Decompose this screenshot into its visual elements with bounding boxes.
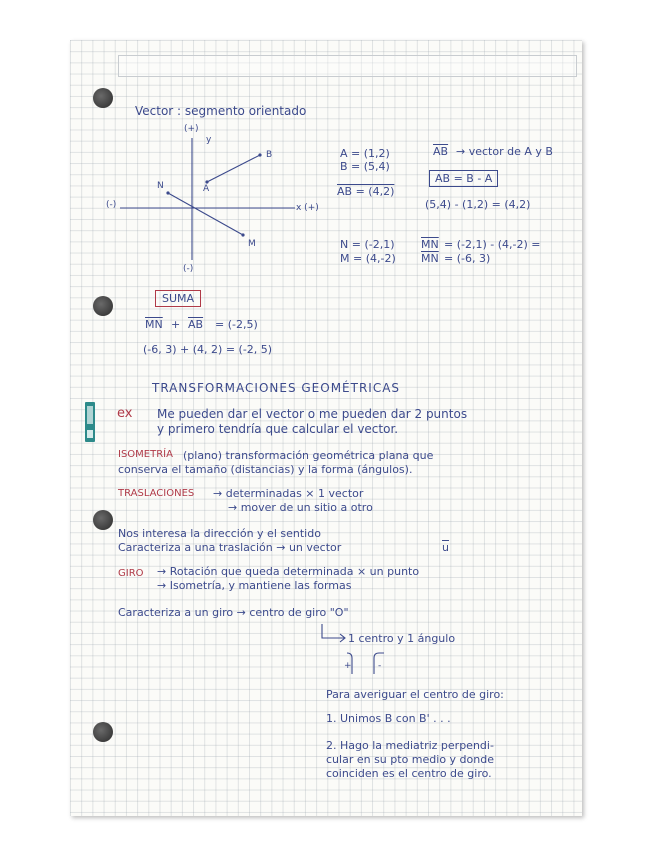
caracteriza-traslacion-line: Caracteriza a una traslación → un vector <box>118 541 342 554</box>
isometria-line-1: (plano) transformación geométrica plana que <box>183 449 434 462</box>
mn-calc-2: = (-6, 3) <box>444 252 491 265</box>
def-ab-lhs: $\overline{AB}$ <box>433 145 449 158</box>
step-2-line-2: cular en su pto medio y donde <box>326 753 494 766</box>
eq-point-a: A = (1,2) <box>340 147 390 160</box>
label-n: N <box>157 181 164 191</box>
caracteriza-giro-line: Caracteriza a un giro → centro de giro "O" <box>118 606 349 619</box>
mn-calc-1: = (-2,1) - (4,-2) = <box>444 238 541 251</box>
mn-lhs: $\overline{MN}$ <box>421 238 439 251</box>
def-ab-rhs: → vector de A y B <box>456 145 553 158</box>
suma-label: SUMA <box>155 290 201 307</box>
transform-title: TRANSFORMACIONES GEOMÉTRICAS <box>152 381 401 395</box>
axis-x-negative: (-) <box>106 200 117 210</box>
step-2-line-3: coinciden es el centro de giro. <box>326 767 492 780</box>
point-b <box>258 153 261 156</box>
rotation-minus: - <box>378 661 382 671</box>
point-n <box>166 191 169 194</box>
traslaciones-line-2: → mover de un sitio a otro <box>228 501 373 514</box>
axis-y-positive: (+) <box>184 124 199 134</box>
label-a: A <box>203 184 210 194</box>
step-2-line-1: 2. Hago la mediatriz perpendi- <box>326 739 494 752</box>
axis-y-negative: (-) <box>183 264 194 274</box>
traslaciones-line-1: → determinadas × 1 vector <box>213 487 364 500</box>
eq-point-n: N = (-2,1) <box>340 238 395 251</box>
binder-hole <box>93 510 113 530</box>
page-tab <box>85 402 95 442</box>
binder-hole <box>93 296 113 316</box>
eq-vector-ab: AB = (4,2) <box>337 185 395 198</box>
page-header-box <box>118 55 577 77</box>
rotation-plus: + <box>344 661 352 671</box>
traslaciones-term: TRASLACIONES <box>118 488 195 499</box>
branch-arrow <box>318 622 348 644</box>
label-b: B <box>266 150 273 160</box>
isometria-term: ISOMETRÍA <box>118 449 173 460</box>
suma-vector-ab: $\overline{AB}$ <box>188 318 204 331</box>
binder-hole <box>93 88 113 108</box>
axis-x-positive: x (+) <box>296 203 319 213</box>
ex-label: ex <box>117 406 133 421</box>
ex-line-1: Me pueden dar el vector o me pueden dar 2 puntos <box>157 407 468 421</box>
rule-ab-box: AB = B - A <box>429 170 498 187</box>
axis-y-label: y <box>206 135 212 145</box>
ex-line-2: y primero tendría que calcular el vector. <box>157 422 399 436</box>
step-1: 1. Unimos B con B' . . . <box>326 712 451 725</box>
segment-ab <box>207 155 260 182</box>
eq-point-m: M = (4,-2) <box>340 252 396 265</box>
suma-calc: (-6, 3) + (4, 2) = (-2, 5) <box>143 343 273 356</box>
averiguar-centro: Para averiguar el centro de giro: <box>326 688 504 701</box>
suma-result: = (-2,5) <box>215 318 258 331</box>
point-m <box>241 233 244 236</box>
centro-angulo: 1 centro y 1 ángulo <box>348 632 456 645</box>
giro-line-1: → Rotación que queda determinada × un punto <box>157 565 420 578</box>
binder-hole <box>93 722 113 742</box>
giro-term: GIRO <box>118 568 144 579</box>
giro-line-2: → Isometría, y mantiene las formas <box>157 579 352 592</box>
isometria-line-2: conserva el tamaño (distancias) y la forma (ángulos). <box>118 463 413 476</box>
eq-point-b: B = (5,4) <box>340 160 390 173</box>
label-m: M <box>248 239 256 249</box>
suma-plus: + <box>171 318 181 331</box>
vector-u: $\overline{u}$ <box>442 541 449 554</box>
suma-vector-mn: $\overline{MN}$ <box>145 318 163 331</box>
mn-lhs-2: $\overline{MN}$ <box>421 252 439 265</box>
calc-ab: (5,4) - (1,2) = (4,2) <box>425 198 531 211</box>
segment-nm <box>168 193 243 235</box>
nos-interesa-line: Nos interesa la dirección y el sentido <box>118 527 321 540</box>
vector-title: Vector : segmento orientado <box>135 104 307 118</box>
vector-graph <box>100 120 330 280</box>
